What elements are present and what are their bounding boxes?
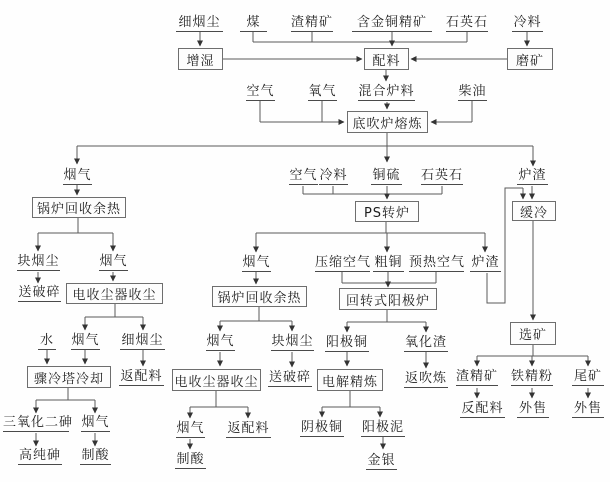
- label-fine-flue-dust-top: 细烟尘: [176, 15, 223, 32]
- label-counter-batching: 反配料: [461, 401, 504, 416]
- label-flue-gas-left3: 烟气: [71, 333, 100, 348]
- label-compressed-air: 压缩空气: [315, 255, 372, 270]
- label-return-batching-mid: 返配料: [227, 421, 270, 436]
- label-blister-copper: 粗铜: [374, 255, 403, 270]
- process-box-boiler-heat-recovery-mid: 锅炉回收余热: [212, 286, 307, 307]
- process-box-beneficiation: 选矿: [510, 322, 556, 345]
- label-cold-charge-top: 冷料: [513, 15, 542, 30]
- label-slag-converter: 炉渣: [471, 255, 500, 270]
- label-return-converting: 返吹炼: [404, 371, 447, 386]
- label-gold-copper-concentrate: 含金铜精矿: [352, 15, 432, 32]
- process-box-bottom-blown-smelting: 底吹炉熔炼: [347, 111, 428, 133]
- label-flue-gas-smelting: 烟气: [63, 168, 92, 183]
- process-box-boiler-heat-recovery-left: 锅炉回收余热: [32, 197, 126, 218]
- process-box-rotary-anode-furnace: 回转式阳极炉: [339, 288, 437, 310]
- label-lump-dust-left: 块烟尘: [17, 254, 60, 269]
- label-fine-dust-left: 细烟尘: [121, 333, 164, 348]
- label-external-sale-1: 外售: [518, 401, 547, 416]
- label-flue-gas-mid3: 烟气: [176, 421, 205, 436]
- label-cathode-copper: 阴极铜: [300, 420, 343, 435]
- process-box-esp-dust-mid: 电收尘器收尘: [172, 369, 261, 391]
- label-arsenic-trioxide: 三氧化二砷: [3, 415, 74, 430]
- label-air-converter: 空气: [289, 168, 318, 183]
- label-oxygen: 氧气: [308, 84, 337, 99]
- label-oxide-slag: 氧化渣: [404, 335, 447, 350]
- label-quartz-converter: 石英石: [421, 168, 464, 183]
- label-flue-gas-mid2: 烟气: [206, 334, 235, 349]
- label-cold-charge-converter: 冷料: [319, 168, 348, 183]
- label-coal: 煤: [240, 15, 267, 32]
- process-box-slow-cooling: 缓冷: [512, 201, 556, 221]
- label-lump-dust-mid: 块烟尘: [271, 334, 314, 349]
- label-gold-silver: 金银: [367, 453, 396, 468]
- label-air-smelting: 空气: [246, 84, 275, 99]
- label-tailings: 尾矿: [573, 369, 602, 384]
- label-slag-concentrate-top: 渣精矿: [291, 15, 334, 30]
- process-box-humidify: 增湿: [178, 48, 223, 70]
- label-flue-gas-left4: 烟气: [81, 415, 110, 430]
- process-box-batching: 配料: [364, 48, 409, 70]
- process-box-ps-converter: PS转炉: [355, 201, 419, 222]
- label-preheated-air: 预热空气: [409, 255, 466, 270]
- label-anode-slime: 阳极泥: [361, 420, 404, 435]
- label-quartz-top: 石英石: [446, 15, 489, 30]
- label-mixed-charge: 混合炉料: [358, 84, 415, 99]
- label-external-sale-2: 外售: [573, 401, 602, 416]
- label-copper-matte: 铜硫: [372, 168, 401, 183]
- process-box-electrolytic-refining: 电解精炼: [317, 369, 383, 391]
- label-acid-making-left: 制酸: [81, 448, 110, 463]
- process-box-quench-tower: 骤冷塔冷却: [27, 366, 111, 388]
- label-to-crushing-left: 送破碎: [18, 285, 61, 300]
- label-acid-making-mid: 制酸: [176, 452, 205, 467]
- process-box-esp-dust-left: 电收尘器收尘: [66, 283, 163, 304]
- label-flue-gas-left2: 烟气: [99, 254, 128, 269]
- label-water: 水: [39, 333, 54, 348]
- label-to-crushing-mid: 送破碎: [268, 370, 311, 385]
- label-iron-concentrate: 铁精粉: [511, 369, 554, 384]
- label-return-batching-left: 返配料: [120, 369, 163, 384]
- label-slag-concentrate-bottom: 渣精矿: [456, 369, 499, 384]
- label-anode-copper: 阳极铜: [325, 335, 368, 350]
- label-diesel: 柴油: [458, 84, 487, 99]
- label-high-purity-arsenic: 高纯砷: [18, 448, 61, 463]
- label-slag-smelting: 炉渣: [518, 168, 547, 183]
- label-flue-gas-converter: 烟气: [242, 255, 271, 270]
- process-box-grinding: 磨矿: [507, 48, 553, 70]
